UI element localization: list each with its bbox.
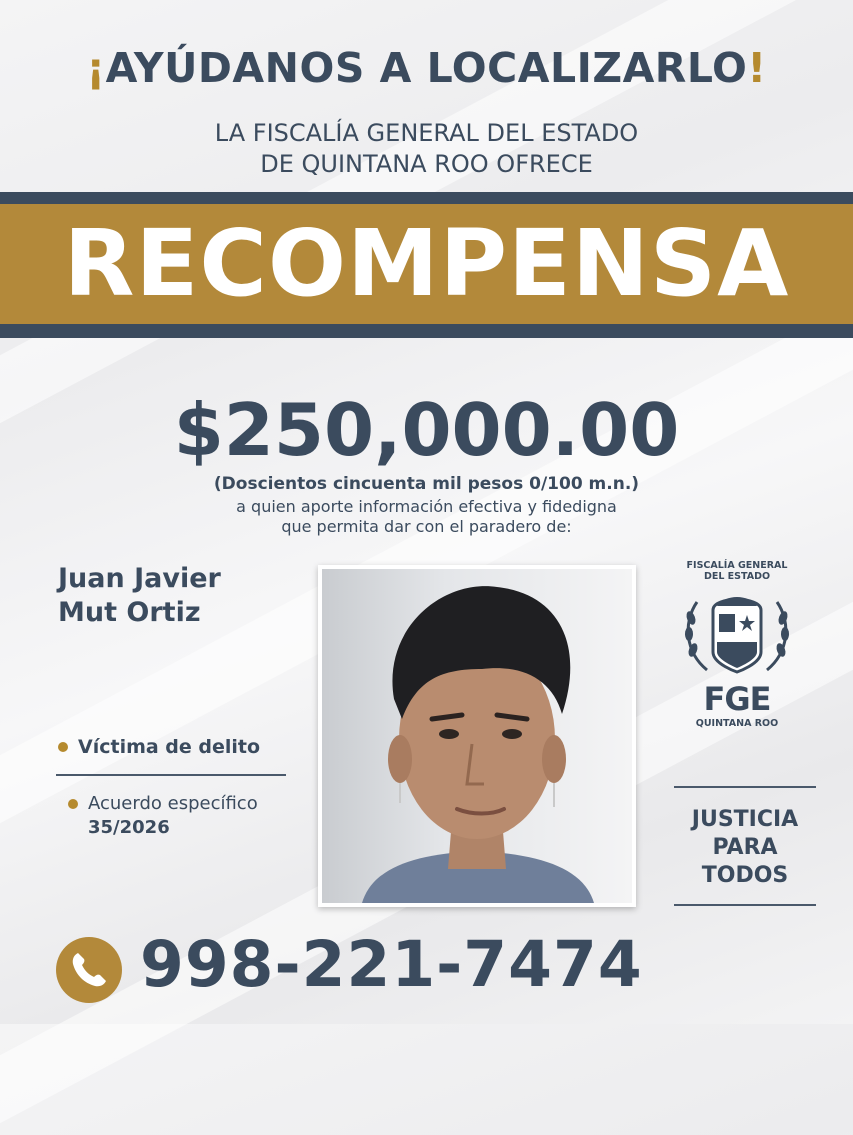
shield-emblem-icon <box>677 582 797 678</box>
bullet-dot-icon <box>58 742 68 752</box>
phone-icon <box>56 937 122 1003</box>
portrait-illustration <box>322 569 632 903</box>
headline: ¡AYÚDANOS A LOCALIZARLO! <box>86 44 767 92</box>
agreement-item <box>68 792 258 840</box>
logo-top-line-2: DEL ESTADO <box>703 571 771 582</box>
reward-description <box>0 497 853 537</box>
reward-description-line-1: a quien aporte información efectiva y fidedigna <box>236 497 617 516</box>
agreement-number: 35/2026 <box>88 817 170 838</box>
slogan <box>674 806 816 890</box>
banner-title: RECOMPENSA <box>63 210 790 317</box>
banner-bottom-bar <box>0 324 853 338</box>
slogan-line-3: TODOS <box>701 863 789 888</box>
person-name-line-2: Mut Ortiz <box>58 597 201 628</box>
agreement-label: Acuerdo específico <box>88 793 258 814</box>
issuer-line-1: LA FISCALÍA GENERAL DEL ESTADO <box>214 119 639 147</box>
bullet-dot-icon <box>68 799 78 809</box>
phone-handset-icon <box>56 937 122 1003</box>
status-label: Víctima de delito <box>78 736 261 758</box>
divider <box>56 774 286 776</box>
fge-logo <box>672 560 802 729</box>
person-name-line-1: Juan Javier <box>58 563 221 594</box>
slogan-line-2: PARA <box>712 835 778 860</box>
person-name <box>58 562 221 630</box>
logo-acronym: FGE <box>703 680 771 718</box>
person-photo <box>318 565 636 907</box>
logo-top-line-1: FISCALÍA GENERAL <box>686 560 788 571</box>
issuer-line-2: DE QUINTANA ROO OFRECE <box>260 150 593 178</box>
phone-number: 998-221-7474 <box>140 928 643 1001</box>
issuer-subline <box>0 118 853 180</box>
divider <box>674 786 816 788</box>
logo-top-text <box>672 560 802 582</box>
logo-bottom-text: QUINTANA ROO <box>695 718 779 729</box>
divider <box>674 904 816 906</box>
reward-description-line-2: que permita dar con el paradero de: <box>281 517 572 536</box>
status-item <box>58 736 260 758</box>
slogan-line-1: JUSTICIA <box>691 807 799 832</box>
banner-top-bar <box>0 192 853 204</box>
reward-amount: $250,000.00 <box>173 388 680 472</box>
person-photo-image <box>322 569 632 903</box>
reward-amount-words: (Doscientos cincuenta mil pesos 0/100 m.n.) <box>213 474 640 494</box>
